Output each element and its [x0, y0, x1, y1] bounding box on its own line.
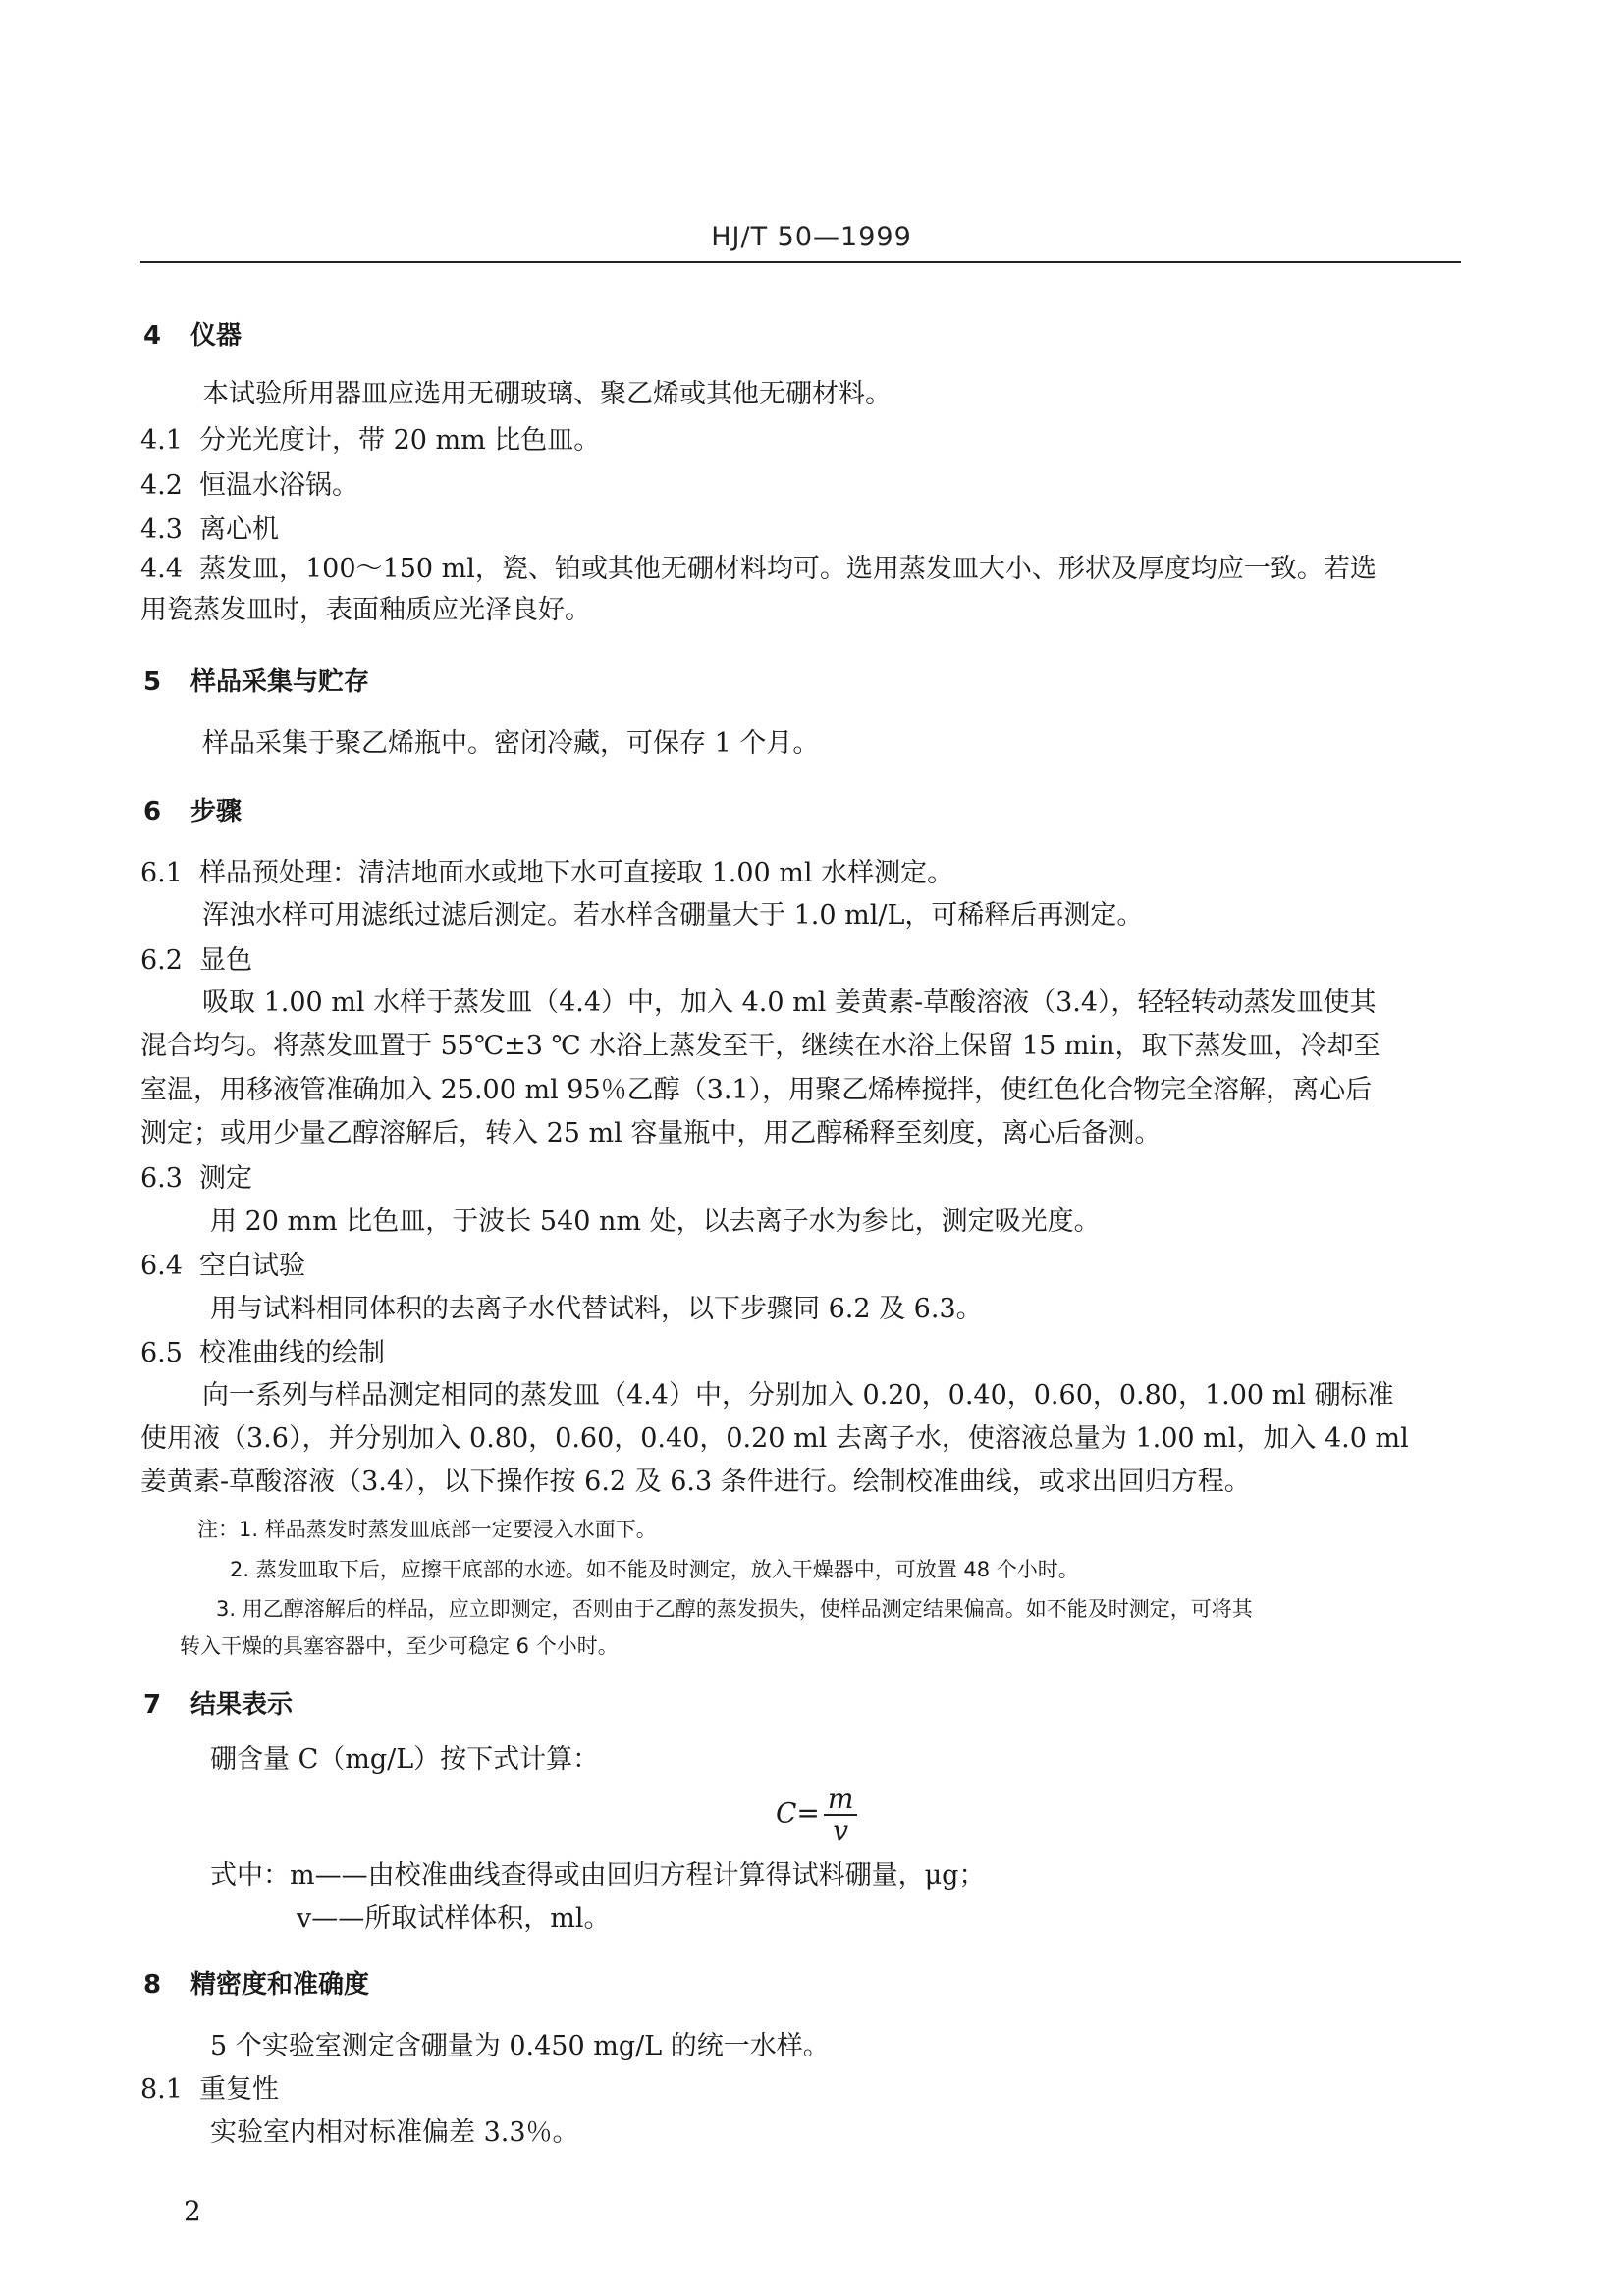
clause-number: 6.5 [140, 1338, 183, 1368]
section-4-heading [143, 319, 242, 352]
clause-6-1-continued: 浑浊水样可用滤纸过滤后测定。若水样含硼量大于 1.0 ml/L，可稀释后再测定。 [202, 900, 1144, 931]
section-number: 4 [143, 321, 162, 350]
section-8-text: 5 个实验室测定含硼量为 0.450 mg/L 的统一水样。 [210, 2031, 830, 2061]
section-7-heading [143, 1688, 293, 1722]
clause-6-3-heading [140, 1162, 252, 1196]
clause-number: 4.3 [140, 514, 183, 545]
clause-title: 空白试验 [199, 1251, 305, 1281]
clause-number: 6.4 [140, 1251, 183, 1281]
clause-6-5-line-1: 向一系列与样品测定相同的蒸发皿（4.4）中，分别加入 0.20，0.40，0.60，0.80，1.00 ml 硼标准 [202, 1380, 1394, 1411]
clause-4-3 [140, 513, 279, 547]
clause-6-2-line-1: 吸取 1.00 ml 水样于蒸发皿（4.4）中，加入 4.0 ml 姜黄素-草酸溶液（3.4），轻轻转动蒸发皿使其 [202, 988, 1377, 1018]
clause-4-1 [140, 424, 600, 457]
clause-number: 6.2 [140, 945, 183, 976]
formula [776, 1785, 857, 1845]
standard-number-header: HJ/T 50—1999 [711, 222, 912, 252]
clause-6-2-line-4: 测定；或用少量乙醇溶解后，转入 25 ml 容量瓶中，用乙醇稀释至刻度，离心后备测。 [140, 1118, 1162, 1148]
clause-6-4-text: 用与试料相同体积的去离子水代替试料，以下步骤同 6.2 及 6.3。 [210, 1294, 983, 1324]
clause-title: 校准曲线的绘制 [199, 1338, 385, 1368]
clause-6-5-line-3: 姜黄素-草酸溶液（3.4），以下操作按 6.2 及 6.3 条件进行。绘制校准曲线，或求出回归方程。 [140, 1467, 1251, 1497]
clause-6-1 [140, 857, 953, 890]
section-5-text: 样品采集于聚乙烯瓶中。密闭冷藏，可保存 1 个月。 [202, 728, 820, 759]
clause-6-4-heading [140, 1250, 305, 1283]
note-3-line-1: 3. 用乙醇溶解后的样品，应立即测定，否则由于乙醇的蒸发损失，使样品测定结果偏高。如不能及时测定，可将其 [216, 1597, 1253, 1621]
section-number: 6 [143, 797, 162, 827]
clause-title: 测定 [199, 1163, 252, 1194]
clause-8-1-heading [140, 2073, 279, 2107]
clause-number: 4.4 [140, 554, 183, 584]
section-title: 结果表示 [190, 1690, 294, 1720]
clause-4-4-continued: 用瓷蒸发皿时，表面釉质应光泽良好。 [140, 595, 591, 625]
clause-6-2-line-2: 混合均匀。将蒸发皿置于 55℃±3 ℃ 水浴上蒸发至干，继续在水浴上保留 15 min，取下蒸发皿，冷却至 [140, 1031, 1380, 1061]
clause-4-4 [140, 553, 1377, 586]
section-8-heading [143, 1968, 369, 2002]
clause-text: 样品预处理：清洁地面水或地下水可直接取 1.00 ml 水样测定。 [199, 858, 954, 888]
clause-text: 分光光度计，带 20 mm 比色皿。 [199, 425, 601, 455]
clause-6-2-heading [140, 944, 252, 978]
section-number: 5 [143, 667, 162, 697]
clause-number: 8.1 [140, 2074, 183, 2105]
clause-title: 重复性 [199, 2074, 279, 2105]
clause-4-2 [140, 469, 358, 503]
clause-number: 4.2 [140, 470, 183, 501]
section-title: 样品采集与贮存 [190, 667, 370, 697]
clause-6-3-text: 用 20 mm 比色皿，于波长 540 nm 处，以去离子水为参比，测定吸光度。 [210, 1206, 1101, 1237]
formula-numerator: m [824, 1785, 858, 1816]
formula-fraction [824, 1785, 858, 1845]
section-number: 7 [143, 1690, 162, 1720]
clause-number: 6.3 [140, 1163, 183, 1194]
clause-6-5-line-2: 使用液（3.6），并分别加入 0.80，0.60，0.40，0.20 ml 去离子水，使溶液总量为 1.00 ml，加入 4.0 ml [140, 1423, 1409, 1454]
formula-where-2: v——所取试样体积，ml。 [297, 1903, 611, 1934]
clause-text: 蒸发皿，100～150 ml，瓷、铂或其他无硼材料均可。选用蒸发皿大小、形状及厚度均应一致。若选 [199, 554, 1377, 584]
clause-number: 4.1 [140, 425, 183, 455]
clause-title: 显色 [199, 945, 252, 976]
note-2: 2. 蒸发皿取下后，应擦干底部的水迹。如不能及时测定，放入干燥器中，可放置 48 个小时。 [230, 1558, 1079, 1581]
section-title: 步骤 [190, 797, 243, 827]
formula-lhs: C= [776, 1796, 820, 1830]
note-3-line-2: 转入干燥的具塞容器中，至少可稳定 6 个小时。 [180, 1634, 619, 1658]
clause-text: 离心机 [199, 514, 279, 545]
section-title: 仪器 [190, 321, 243, 350]
section-5-heading [143, 666, 369, 699]
section-title: 精密度和准确度 [190, 1970, 370, 2000]
section-7-text: 硼含量 C（mg/L）按下式计算： [210, 1744, 600, 1775]
section-6-heading [143, 795, 242, 828]
clause-8-1-text: 实验室内相对标准偏差 3.3％。 [210, 2117, 579, 2148]
section-number: 8 [143, 1970, 162, 2000]
section-4-intro: 本试验所用器皿应选用无硼玻璃、聚乙烯或其他无硼材料。 [202, 379, 892, 409]
clause-6-5-heading [140, 1337, 385, 1370]
formula-where-1: 式中：m——由校准曲线查得或由回归方程计算得试料硼量，μg； [210, 1860, 986, 1891]
clause-text: 恒温水浴锅。 [199, 470, 358, 501]
note-1: 注：1. 样品蒸发时蒸发皿底部一定要浸入水面下。 [197, 1518, 657, 1541]
header-rule [140, 261, 1461, 263]
clause-number: 6.1 [140, 858, 183, 888]
formula-denominator: v [833, 1814, 849, 1846]
page-number: 2 [184, 2195, 201, 2227]
clause-6-2-line-3: 室温，用移液管准确加入 25.00 ml 95％乙醇（3.1），用聚乙烯棒搅拌，使红色化合物完全溶解，离心后 [140, 1075, 1373, 1105]
